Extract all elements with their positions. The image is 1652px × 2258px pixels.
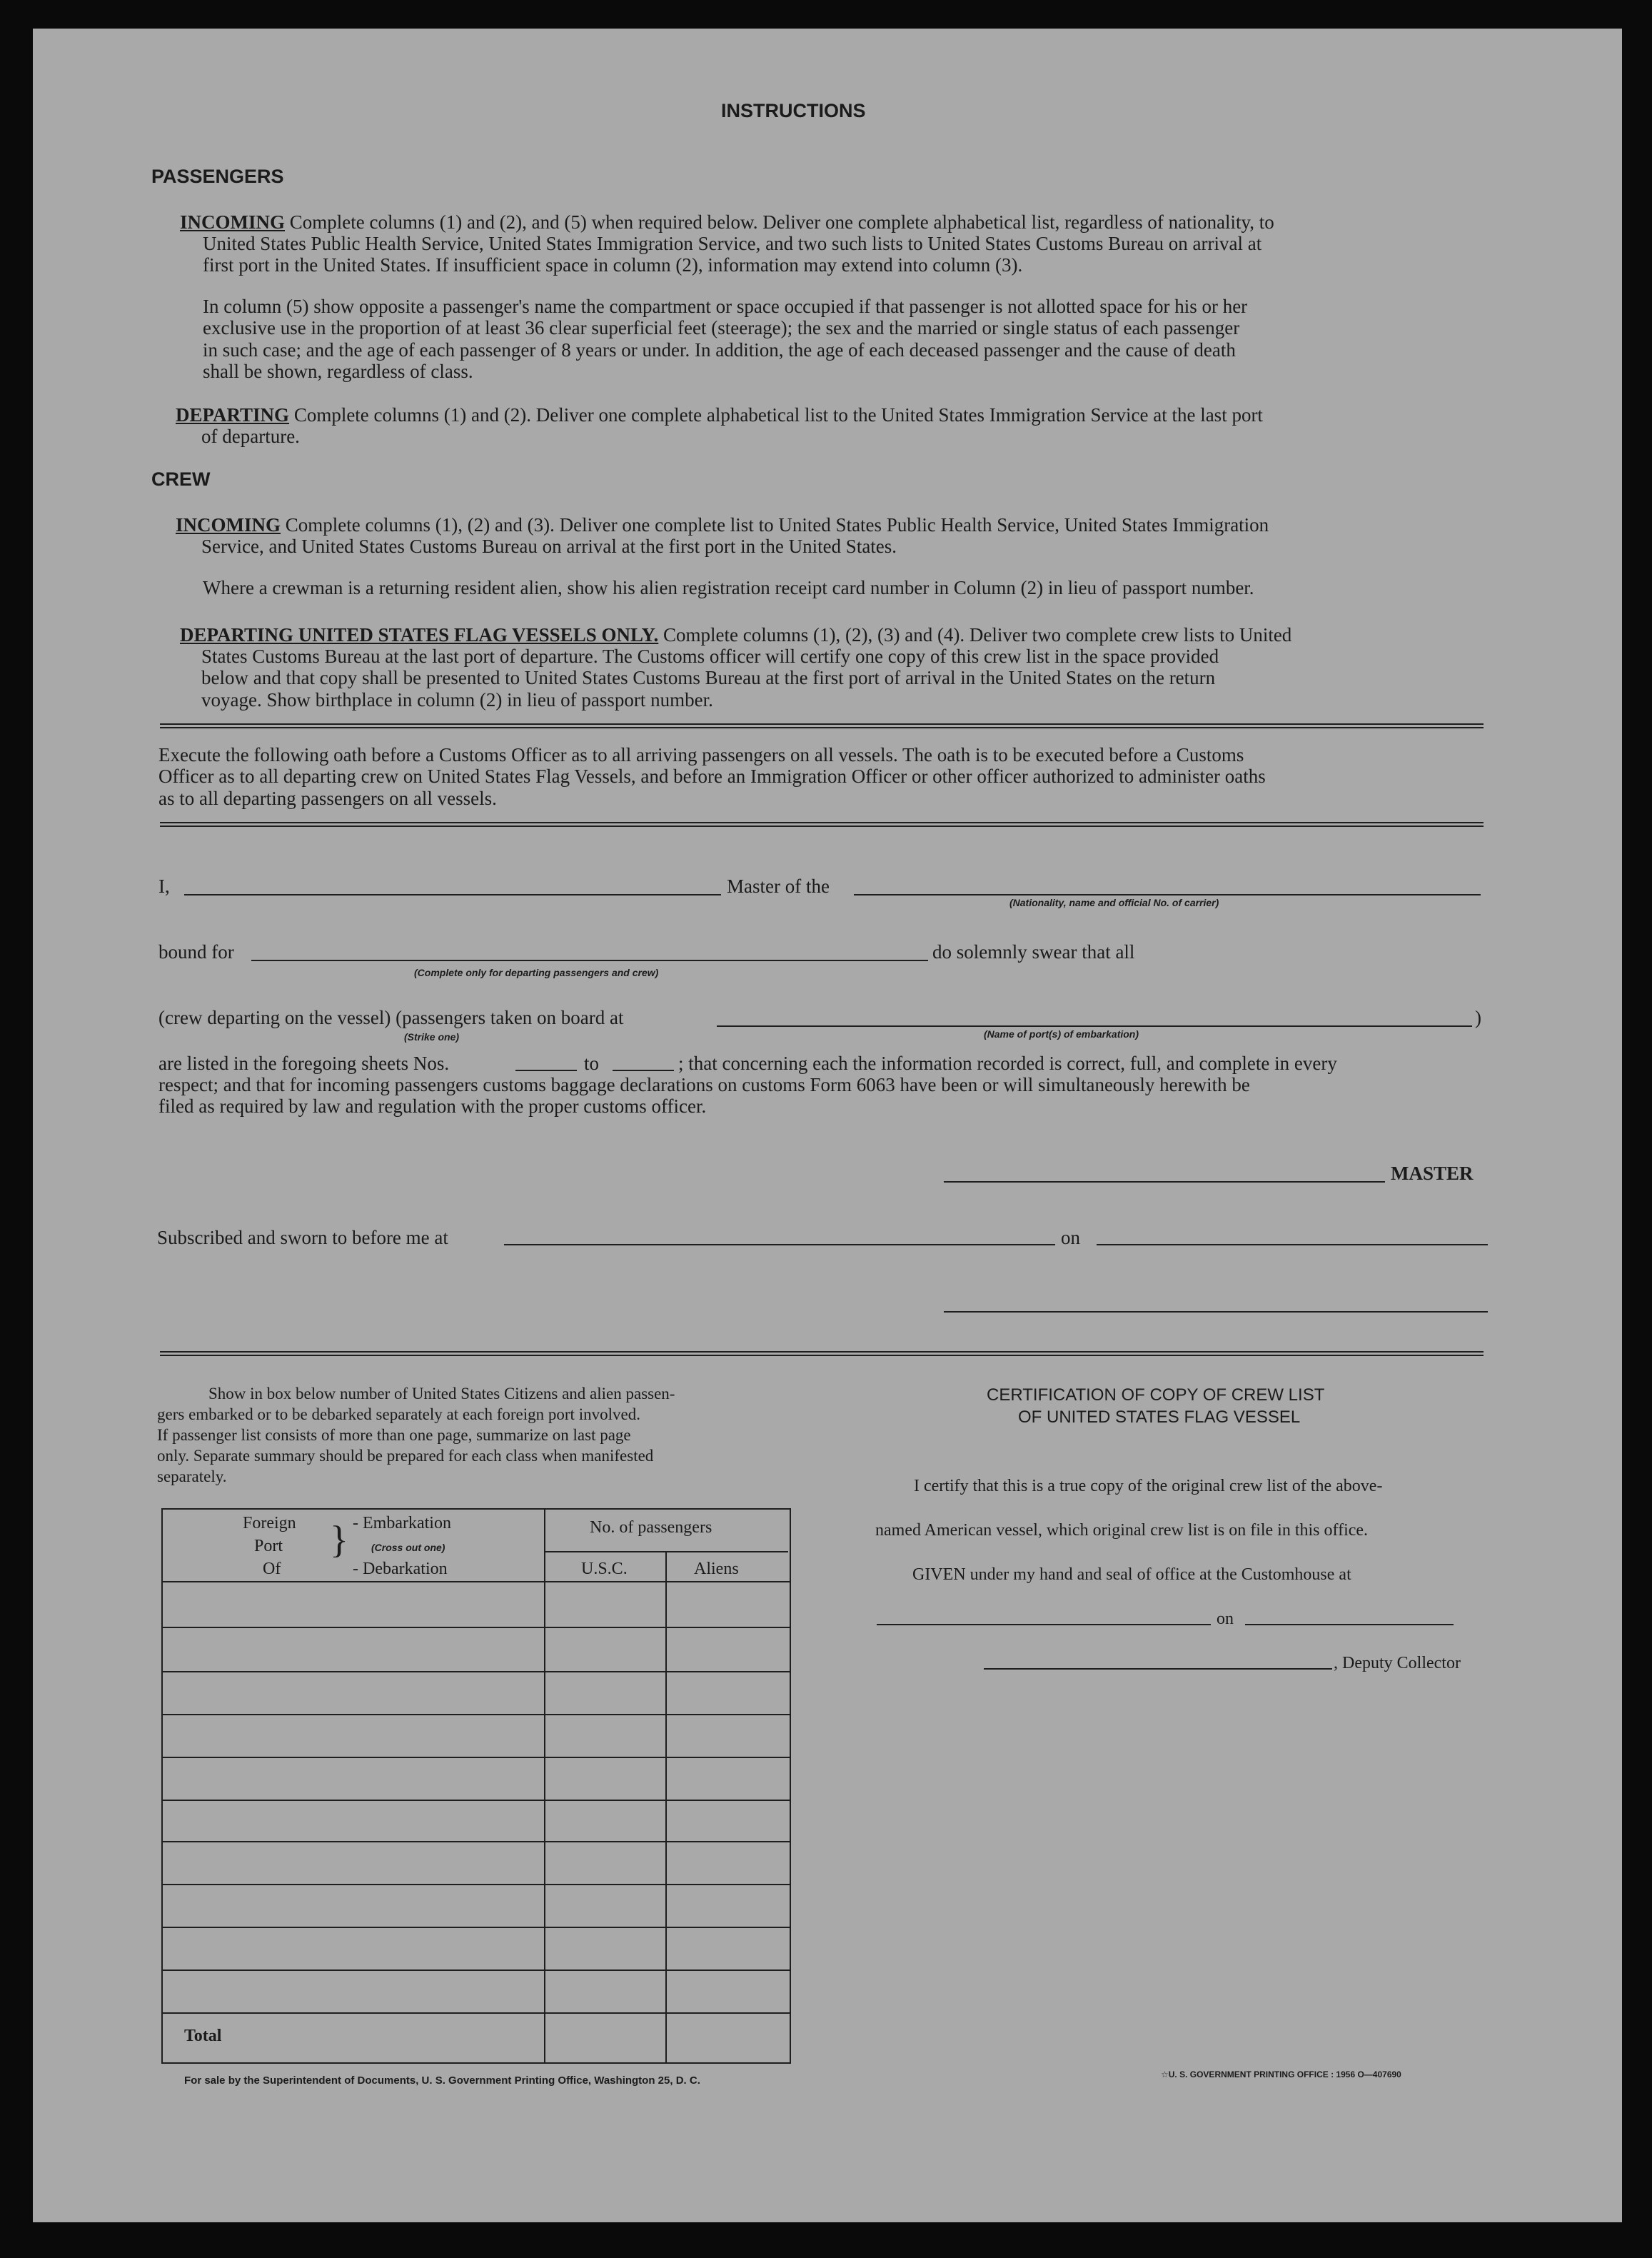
sworn-on-label: on (1061, 1227, 1080, 1248)
crew-incoming-text: Complete columns (1), (2) and (3). Deliver one complete list to United States Public Health Service, United States Immigration (285, 514, 1269, 536)
master-signature-field[interactable] (944, 1181, 1385, 1183)
passengers-departing-line-2: of departure. (201, 426, 300, 447)
crew-departing-text: Complete columns (1), (2), (3) and (4). Deliver two complete crew lists to United (663, 624, 1292, 646)
certification-on-label: on (1217, 1610, 1234, 1628)
table-header-debarkation: - Debarkation (353, 1560, 448, 1578)
column5-line-3: in such case; and the age of each passenger of 8 years or under. In addition, the age of each deceased passenger and the cause of death (203, 339, 1236, 361)
nationality-note: (Nationality, name and official No. of carrier) (1009, 897, 1219, 908)
close-paren: ) (1475, 1007, 1481, 1028)
officer-signature-field[interactable] (944, 1311, 1488, 1313)
table-header-usc: U.S.C. (581, 1560, 628, 1578)
oath-intro-line-1: Execute the following oath before a Customs Officer as to all arriving passengers on all vessels. The oath is to be executed before a Customs (158, 744, 1244, 766)
carrier-field[interactable] (854, 894, 1481, 895)
passengers-heading: PASSENGERS (151, 166, 284, 187)
crew-departing-line-2: States Customs Bureau at the last port of departure. The Customs officer will certify one copy of this crew list in the space provided (201, 646, 1219, 667)
table-header-embarkation: - Embarkation (353, 1514, 451, 1532)
solemnly-swear-text: do solemnly swear that all (932, 941, 1135, 963)
summary-line-2: gers embarked or to be debarked separately at each foreign port involved. (157, 1405, 640, 1423)
column5-line-1: In column (5) show opposite a passenger's name the compartment or space occupied if that passenger is not allotted space for his or her (203, 296, 1248, 317)
aliens-cell[interactable] (667, 1715, 788, 1755)
usc-cell[interactable] (545, 1885, 664, 1925)
port-cell[interactable] (163, 1758, 543, 1798)
bound-for-label: bound for (158, 941, 234, 963)
divider-rule (160, 723, 1484, 725)
oath-i-label: I, (158, 875, 170, 897)
master-of-the-label: Master of the (727, 875, 830, 897)
footer-printing-office: ☆U. S. GOVERNMENT PRINTING OFFICE : 1956 O—407690 (1161, 2069, 1401, 2079)
certification-title-line-1: CERTIFICATION OF COPY OF CREW LIST (987, 1385, 1325, 1405)
port-cell[interactable] (163, 1971, 543, 2011)
certification-line-2: named American vessel, which original crew list is on file in this office. (875, 1521, 1369, 1540)
certification-date-field[interactable] (1245, 1624, 1454, 1625)
usc-cell[interactable] (545, 1801, 664, 1840)
usc-cell[interactable] (545, 1582, 664, 1625)
crew-incoming-label: INCOMING (176, 514, 281, 536)
certification-line-3: GIVEN under my hand and seal of office at the Customhouse at (912, 1565, 1351, 1584)
crew-departing-line-3: below and that copy shall be presented to United States Customs Bureau at the first port of arrival in the United States on the return (201, 667, 1216, 688)
passengers-departing-text: Complete columns (1) and (2). Deliver one complete alphabetical list to the United States Immigration Service at the last port (293, 404, 1263, 426)
crew-departing-label: DEPARTING UNITED STATES FLAG VESSELS ONLY. (180, 624, 659, 646)
summary-line-4: only. Separate summary should be prepared for each class when manifested (157, 1447, 654, 1465)
aliens-cell[interactable] (667, 1801, 788, 1840)
crew-heading: CREW (151, 468, 211, 490)
respect-line: respect; and that for incoming passengers customs baggage declarations on customs Form 6063 have been or will simultaneously herewith be (158, 1074, 1250, 1095)
filed-line: filed as required by law and regulation with the proper customs officer. (158, 1095, 707, 1117)
port-cell[interactable] (163, 1842, 543, 1882)
usc-total-cell[interactable] (545, 2014, 664, 2059)
port-cell[interactable] (163, 1672, 543, 1712)
listed-text: are listed in the foregoing sheets Nos. (158, 1053, 450, 1074)
summary-line-3: If passenger list consists of more than one page, summarize on last page (157, 1426, 631, 1444)
crew-departing-line-4: voyage. Show birthplace in column (2) in lieu of passport number. (201, 689, 713, 711)
aliens-cell[interactable] (667, 1672, 788, 1712)
port-cell[interactable] (163, 1582, 543, 1625)
aliens-cell[interactable] (667, 1582, 788, 1625)
port-cell[interactable] (163, 1715, 543, 1755)
aliens-cell[interactable] (667, 1758, 788, 1798)
oath-intro-line-3: as to all departing passengers on all vessels. (158, 788, 497, 809)
deputy-collector-signature-field[interactable] (984, 1668, 1332, 1670)
aliens-cell[interactable] (667, 1842, 788, 1882)
table-header-no-of-passengers: No. of passengers (590, 1518, 712, 1537)
sworn-date-field[interactable] (1097, 1244, 1488, 1245)
divider-rule (160, 826, 1484, 827)
deputy-collector-label: , Deputy Collector (1334, 1654, 1461, 1672)
passengers-departing-label: DEPARTING (176, 404, 290, 426)
divider-rule (160, 1355, 1484, 1356)
table-header-brace: } (330, 1518, 348, 1561)
port-cell[interactable] (163, 1628, 543, 1670)
usc-cell[interactable] (545, 1628, 664, 1670)
master-label: MASTER (1391, 1163, 1474, 1184)
aliens-total-cell[interactable] (667, 2014, 788, 2059)
usc-cell[interactable] (545, 1715, 664, 1755)
aliens-cell[interactable] (667, 1885, 788, 1925)
passengers-incoming-label: INCOMING (180, 211, 285, 233)
sworn-place-field[interactable] (504, 1244, 1055, 1245)
embarkation-ports-field[interactable] (717, 1025, 1472, 1027)
footer-sale-note: For sale by the Superintendent of Documents, U. S. Government Printing Office, Washington 25, D. C. (184, 2074, 700, 2087)
table-header-of: Of (263, 1560, 281, 1578)
customhouse-field[interactable] (877, 1624, 1211, 1625)
passengers-incoming-text: Complete columns (1) and (2), and (5) when required below. Deliver one complete alphabetical list, regardless of nationality, to (289, 211, 1274, 233)
table-subheader-rule (544, 1551, 788, 1552)
passengers-incoming-line-1 (180, 211, 1274, 234)
port-cell[interactable] (163, 1928, 543, 1968)
listed-to-label: to (584, 1053, 600, 1074)
passengers-incoming-line-3: first port in the United States. If insufficient space in column (2), information may extend into column (3). (203, 254, 1023, 276)
column5-line-2: exclusive use in the proportion of at least 36 clear superficial feet (steerage); the sex and the married or single status of each passenger (203, 317, 1240, 338)
table-header-port: Port (254, 1537, 283, 1555)
master-name-field[interactable] (184, 894, 721, 895)
certification-line-1: I certify that this is a true copy of the original crew list of the above- (914, 1477, 1383, 1495)
summary-line-5: separately. (157, 1467, 227, 1485)
ports-note: (Name of port(s) of embarkation) (984, 1028, 1139, 1040)
divider-rule (160, 822, 1484, 823)
aliens-cell[interactable] (667, 1928, 788, 1968)
sheet-from-field[interactable] (515, 1070, 577, 1071)
port-cell[interactable] (163, 1801, 543, 1840)
crew-incoming-line-2: Service, and United States Customs Bureau on arrival at the first port in the United States. (201, 536, 897, 557)
passengers-departing-line-1 (176, 404, 1263, 426)
aliens-cell[interactable] (667, 1628, 788, 1670)
usc-cell[interactable] (545, 1672, 664, 1712)
listed-text-cont: ; that concerning each the information recorded is correct, full, and complete in every (678, 1053, 1337, 1074)
summary-line-1: Show in box below number of United States Citizens and alien passen- (208, 1385, 675, 1403)
aliens-cell[interactable] (667, 1971, 788, 2011)
port-cell[interactable] (163, 1885, 543, 1925)
divider-rule (160, 727, 1484, 728)
usc-cell[interactable] (545, 1758, 664, 1798)
usc-cell[interactable] (545, 1928, 664, 1968)
crew-departing-line-1 (180, 624, 1291, 646)
strike-one-note: (Strike one) (404, 1031, 460, 1043)
divider-rule (160, 1351, 1484, 1353)
passengers-incoming-line-2: United States Public Health Service, United States Immigration Service, and two such lists to United States Customs Bureau on arrival at (203, 233, 1262, 254)
crew-departing-strike: (crew departing on the vessel) (passengers taken on board at (158, 1007, 624, 1028)
table-header-aliens: Aliens (694, 1560, 739, 1578)
subscribed-label: Subscribed and sworn to before me at (157, 1227, 448, 1248)
table-header-cross-out: (Cross out one) (371, 1542, 445, 1553)
oath-intro-line-2: Officer as to all departing crew on United States Flag Vessels, and before an Immigration Officer or other officer authorized to administer oaths (158, 766, 1266, 787)
usc-cell[interactable] (545, 1971, 664, 2011)
complete-only-note: (Complete only for departing passengers and crew) (414, 967, 659, 978)
usc-cell[interactable] (545, 1842, 664, 1882)
sheet-to-field[interactable] (613, 1070, 674, 1071)
table-header-foreign: Foreign (243, 1514, 296, 1532)
bound-for-field[interactable] (251, 960, 928, 961)
crew-incoming-line-1 (176, 514, 1269, 536)
resident-alien-note: Where a crewman is a returning resident alien, show his alien registration receipt card number in Column (2) in lieu of passport number. (203, 577, 1254, 598)
certification-title-line-2: OF UNITED STATES FLAG VESSEL (1018, 1408, 1301, 1427)
table-total-label: Total (184, 2027, 222, 2045)
page-title: INSTRUCTIONS (721, 100, 866, 121)
column5-line-4: shall be shown, regardless of class. (203, 361, 473, 382)
